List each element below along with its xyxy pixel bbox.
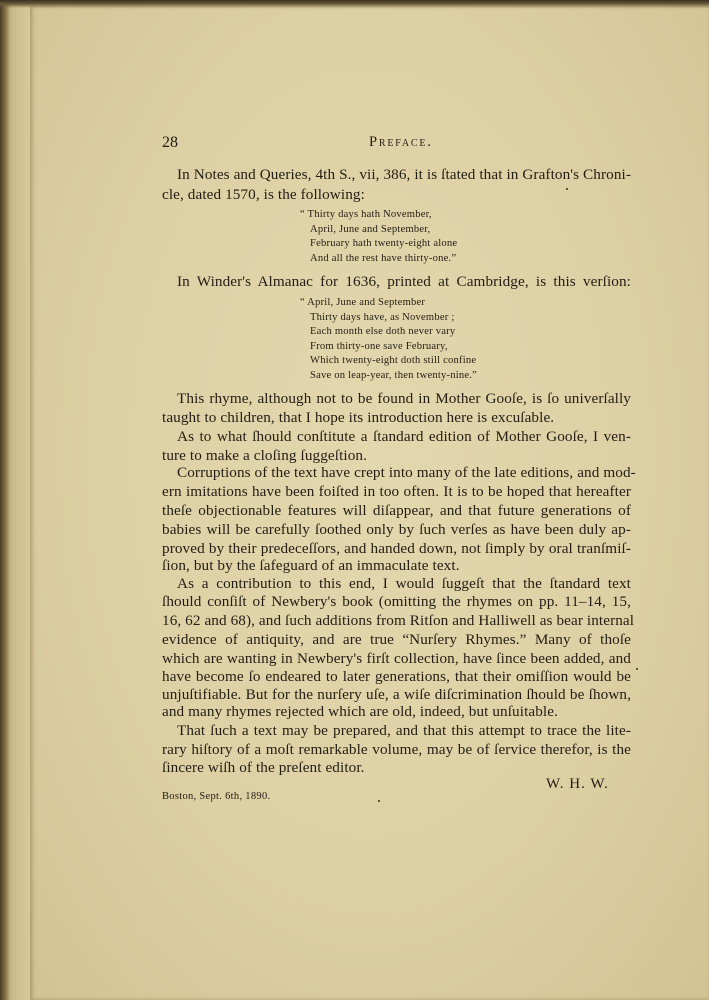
signature: W. H. W. [546, 776, 609, 792]
body-line-3: As to what ſhould conſtitute a ſtandard edition of Mother Gooſe, I ven- [177, 428, 631, 445]
body-line-5: Corruptions of the text have crept into many of the late editions, and mod- [177, 464, 636, 481]
running-header: Preface. [369, 134, 433, 150]
page-top-edge [0, 0, 709, 8]
body-line-18: and many rhymes rejected which are old, indeed, but unſuitable. [162, 703, 558, 720]
body-line-16: have become ſo endeared to later generations, that their omiſſion would be [162, 668, 631, 685]
book-spine-shadow [0, 0, 10, 1000]
poem1-line-3: February hath twenty-eight alone [310, 238, 458, 249]
poem2-line-1: “ April, June and September [300, 297, 426, 308]
ink-speck [636, 668, 638, 670]
para2-line-1: In Winder's Almanac for 1636, printed at Cambridge, is this verſion: [177, 273, 631, 290]
poem2-line-5: Which twenty-eight doth still confine [310, 355, 477, 366]
body-line-13: 16, 62 and 68), and ſuch additions from Ritſon and Halliwell as bear internal [162, 612, 635, 629]
body-line-2: taught to children, that I hope its introduction here is excuſable. [162, 409, 555, 426]
body-line-12: ſhould conſiſt of Newbery's book (omitting the rhymes on pp. 11–14, 15, [162, 593, 631, 610]
poem1-line-1: “ Thirty days hath November, [300, 209, 432, 220]
poem2-line-3: Each month else doth never vary [310, 326, 456, 337]
body-line-6: ern imitations have been foiſted in too often. It is to be hoped that hereafter [162, 483, 631, 500]
page-number: 28 [162, 134, 178, 151]
poem1-line-4: And all the rest have thirty-one.” [310, 253, 457, 264]
body-line-20: rary hiſtory of a moſt remarkable volume, may be of ſervice therefor, is the [162, 741, 631, 758]
body-line-10: ſion, but by the ſafeguard of an immaculate text. [162, 557, 460, 574]
body-line-9: proved by their predeceſſors, and handed down, not ſimply by oral tranſmiſ- [162, 540, 631, 557]
para1-line-2: cle, dated 1570, is the following: [162, 186, 365, 203]
ink-speck [566, 188, 568, 190]
poem2-line-6: Save on leap-year, then twenty-nine.” [310, 370, 477, 381]
body-line-15: which are wanting in Newbery's firſt collection, have ſince been added, and [162, 650, 631, 667]
body-line-8: babies will be carefully ſoothed only by ſuch verſes as have been duly ap- [162, 521, 631, 538]
body-line-19: That ſuch a text may be prepared, and that this attempt to trace the lite- [177, 722, 631, 739]
para1-line-1: In Notes and Queries, 4th S., vii, 386, it is ſtated that in Grafton's Chroni- [177, 166, 631, 183]
poem2-line-4: From thirty-one save February, [310, 341, 448, 352]
body-line-17: unjuſtifiable. But for the nurſery uſe, a wiſe diſcrimination ſhould be ſhown, [162, 686, 631, 703]
body-line-14: evidence of antiquity, and are true “Nurſery Rhymes.” Many of thoſe [162, 631, 631, 648]
poem2-line-2: Thirty days have, as November ; [310, 312, 455, 323]
body-line-7: theſe objectionable features will diſappear, and that future generations of [162, 502, 631, 519]
dateline: Boston, Sept. 6th, 1890. [162, 791, 271, 802]
poem1-line-2: April, June and September, [310, 224, 431, 235]
body-line-1: This rhyme, although not to be found in Mother Gooſe, is ſo univerſally [177, 390, 631, 407]
body-line-11: As a contribution to this end, I would ſuggeſt that the ſtandard text [177, 575, 631, 592]
ink-speck [378, 800, 380, 802]
body-line-21: ſincere wiſh of the preſent editor. [162, 759, 365, 776]
body-line-4: ture to make a cloſing ſuggeſtion. [162, 447, 368, 464]
